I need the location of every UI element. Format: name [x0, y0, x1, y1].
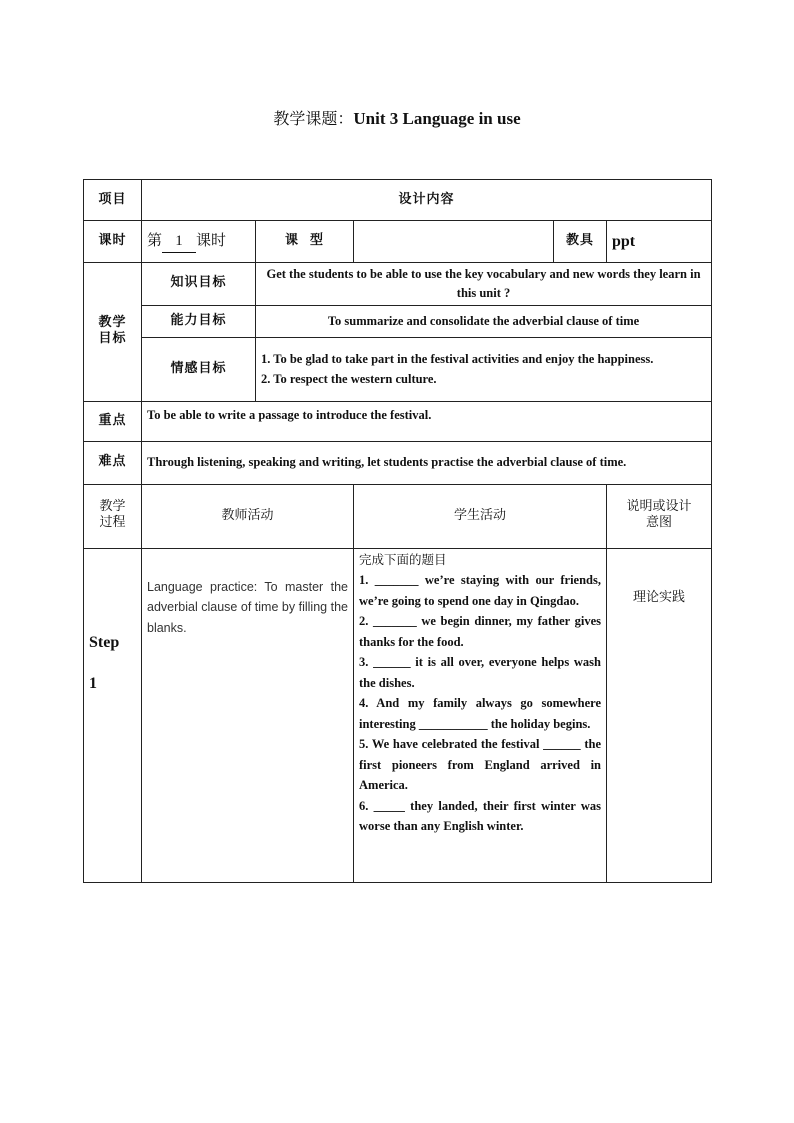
step1-student-activity: [354, 548, 607, 882]
title-prefix: 教学课题：: [273, 109, 354, 128]
step1-note: 理论实践: [607, 548, 712, 882]
question-5: 5. We have celebrated the festival ______ the first pioneers from England arrived in America.: [359, 737, 601, 792]
step-number: 1: [89, 674, 97, 692]
row-objective-knowledge: [84, 263, 712, 306]
difficulty-text: Through listening, speaking and writing, let students practise the adverbial clause of time.: [142, 441, 712, 484]
emotion-label: 情感目标: [142, 337, 256, 401]
row-objective-emotion: [84, 337, 712, 401]
question-2: 2. _______ we begin dinner, my father gives thanks for the food.: [359, 614, 601, 649]
row-objective-ability: [84, 305, 712, 337]
question-4: 4. And my family always go somewhere interesting ___________ the holiday begins.: [359, 696, 601, 731]
key-point-label: 重点: [84, 401, 142, 441]
item-label: 项目: [84, 180, 142, 221]
difficulty-label: 难点: [84, 441, 142, 484]
emotion-text-2: 2. To respect the western culture.: [261, 372, 437, 386]
lesson-plan-table: [83, 179, 712, 883]
ability-text: To summarize and consolidate the adverbial clause of time: [256, 305, 712, 337]
note-header: 说明或设计意图: [607, 484, 712, 548]
row-lesson: [84, 221, 712, 263]
question-1: 1. _______ we’re staying with our friends, we’re going to spend one day in Qingdao.: [359, 573, 601, 608]
design-content-label: 设计内容: [142, 180, 712, 221]
lesson-label: 课时: [84, 221, 142, 263]
row-step-1: [84, 548, 712, 882]
lesson-prefix: 第: [147, 230, 163, 249]
row-difficulty: [84, 441, 712, 484]
lesson-count-cell: [142, 221, 256, 263]
tool-value: ppt: [607, 221, 712, 263]
process-label: 教学过程: [84, 484, 142, 548]
emotion-text: [256, 337, 712, 401]
title-main: Unit 3 Language in use: [353, 109, 521, 128]
row-item: [84, 180, 712, 221]
type-value: [354, 221, 554, 263]
key-point-text: To be able to write a passage to introduce the festival.: [142, 401, 712, 441]
row-process-header: [84, 484, 712, 548]
tool-label: 教具: [554, 221, 607, 263]
step-cell: [84, 548, 142, 882]
lesson-title: [0, 106, 794, 129]
question-6: 6. _____ they landed, their first winter was worse than any English winter.: [359, 798, 601, 833]
question-3: 3. ______ it is all over, everyone helps wash the dishes.: [359, 655, 601, 690]
step-label: Step: [89, 633, 120, 651]
lesson-number: 1: [162, 231, 196, 254]
type-label: 课 型: [256, 221, 354, 263]
teacher-activity-header: 教师活动: [142, 484, 354, 548]
knowledge-text: Get the students to be able to use the key vocabulary and new words they learn in this unit ?: [256, 263, 712, 306]
objectives-label: 教学目标: [84, 263, 142, 402]
step1-teacher-activity: Language practice: To master the adverbial clause of time by filling the blanks.: [142, 548, 354, 882]
emotion-text-1: 1. To be glad to take part in the festival activities and enjoy the happiness.: [261, 352, 654, 366]
student-task-title: 完成下面的题目: [359, 552, 447, 567]
ability-label: 能力目标: [142, 305, 256, 337]
knowledge-label: 知识目标: [142, 263, 256, 306]
lesson-suffix: 课时: [196, 230, 227, 249]
student-activity-header: 学生活动: [354, 484, 607, 548]
row-key-point: [84, 401, 712, 441]
